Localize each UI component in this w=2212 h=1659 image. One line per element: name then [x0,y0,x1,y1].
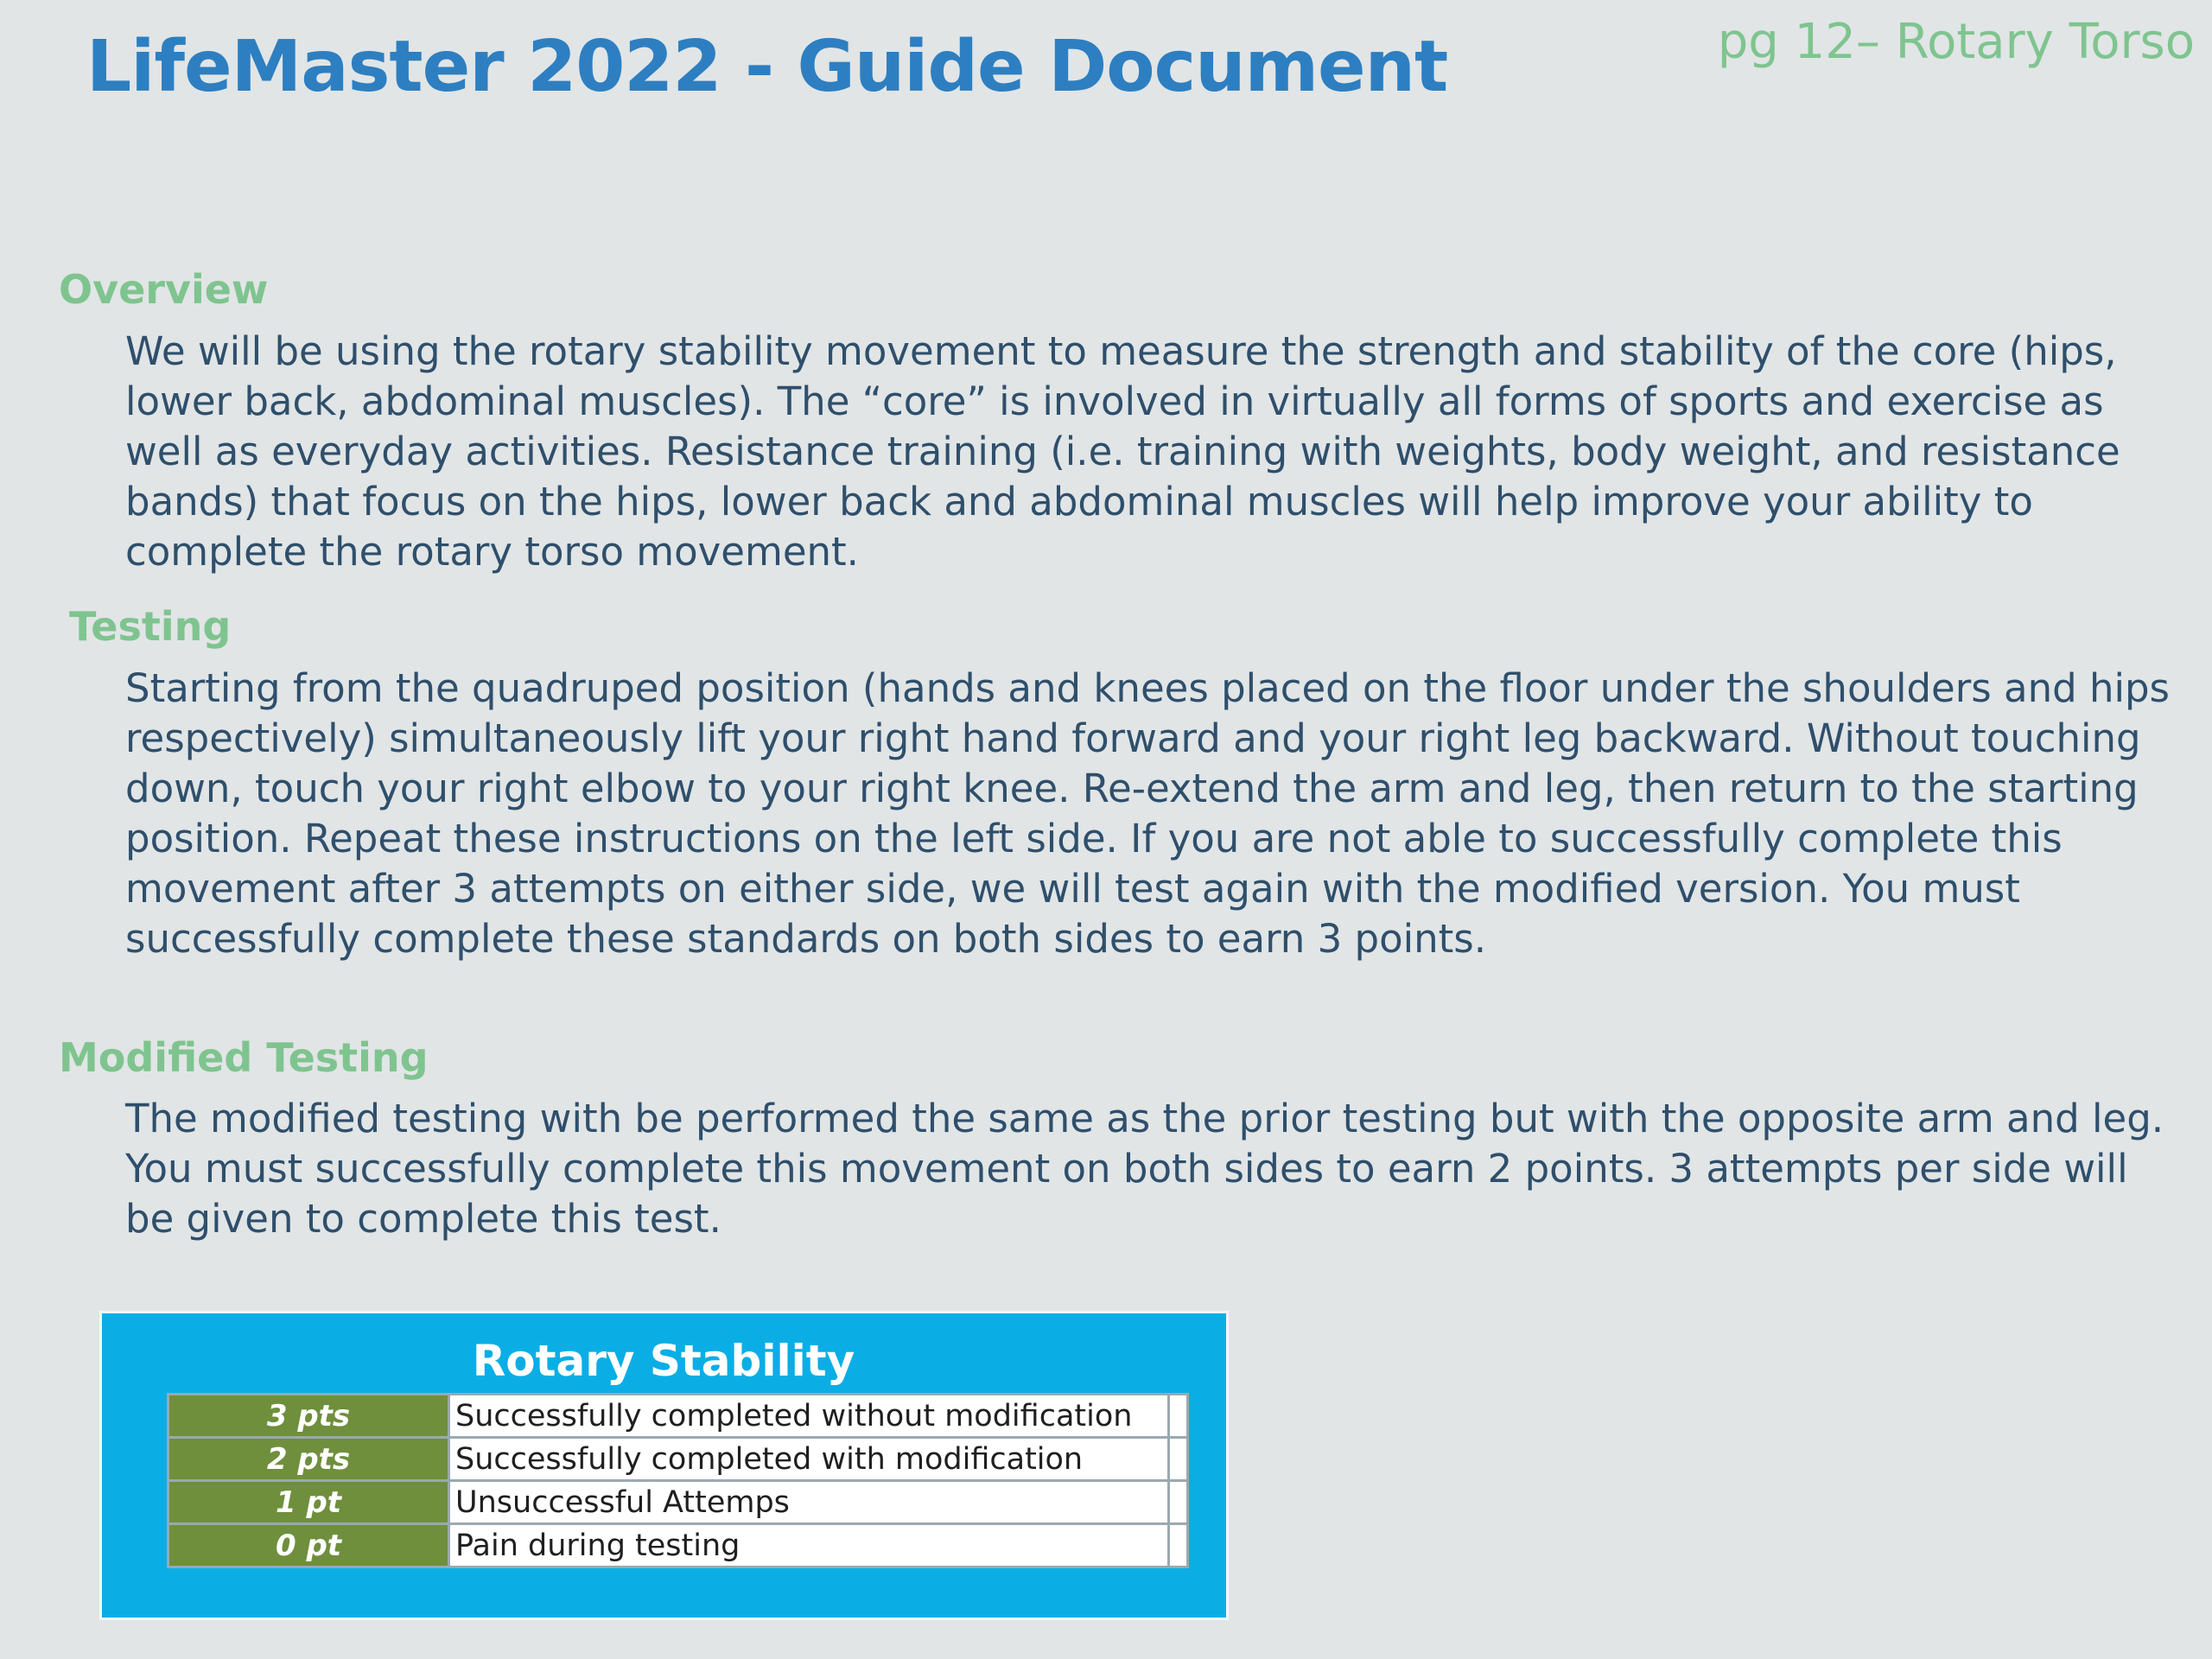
spacer-cell [1169,1481,1188,1524]
description-cell: Successfully completed without modification [449,1395,1169,1438]
points-cell: 0 pt [168,1524,449,1567]
description-cell: Pain during testing [449,1524,1169,1567]
scoring-row [168,1395,1188,1438]
scoring-row [168,1524,1188,1567]
scoring-row [168,1481,1188,1524]
scoring-table [167,1393,1189,1568]
scoring-panel [99,1311,1229,1620]
points-cell: 1 pt [168,1481,449,1524]
description-cell: Unsuccessful Attemps [449,1481,1169,1524]
spacer-cell [1169,1395,1188,1438]
page-label: pg 12– Rotary Torso [1717,14,2195,70]
scoring-row [168,1438,1188,1481]
scoring-title: Rotary Stability [472,1336,855,1386]
modified-testing-text: The modified testing with be performed the same as the prior testing but with the opposite arm and leg. You must successfully complete this movement on both sides to earn 2 points. 3 attempts per side will be given to complete this test. [125,1096,2164,1242]
testing-text: Starting from the quadruped position (hands and knees placed on the floor under the shoulders and hips respectively) simultaneously lift your right hand forward and your right leg backward. Without touching down, touch your right elbow to your right knee. Re-extend the arm and leg, then return to the starting position. Repeat these instructions on the left side. If you are not able to successfully complete this movement after 3 attempts on either side, we will test again with the modified version. You must successfully complete these standards on both sides to earn 3 points. [125,665,2170,962]
spacer-cell [1169,1524,1188,1567]
modified-testing-heading: Modified Testing [59,1034,429,1081]
points-cell: 2 pts [168,1438,449,1481]
document-title: LifeMaster 2022 - Guide Document [86,26,1448,108]
testing-heading: Testing [69,603,232,650]
points-cell: 3 pts [168,1395,449,1438]
description-cell: Successfully completed with modification [449,1438,1169,1481]
overview-heading: Overview [59,266,269,313]
spacer-cell [1169,1438,1188,1481]
overview-text: We will be using the rotary stability movement to measure the strength and stability of the core (hips, lower back, abdominal muscles). The “core” is involved in virtually all forms of sports and exercise as well as everyday activities. Resistance training (i.e. training with weights, body weight, and resistance bands) that focus on the hips, lower back and abdominal muscles will help improve your ability to complete the rotary torso movement. [125,328,2120,575]
